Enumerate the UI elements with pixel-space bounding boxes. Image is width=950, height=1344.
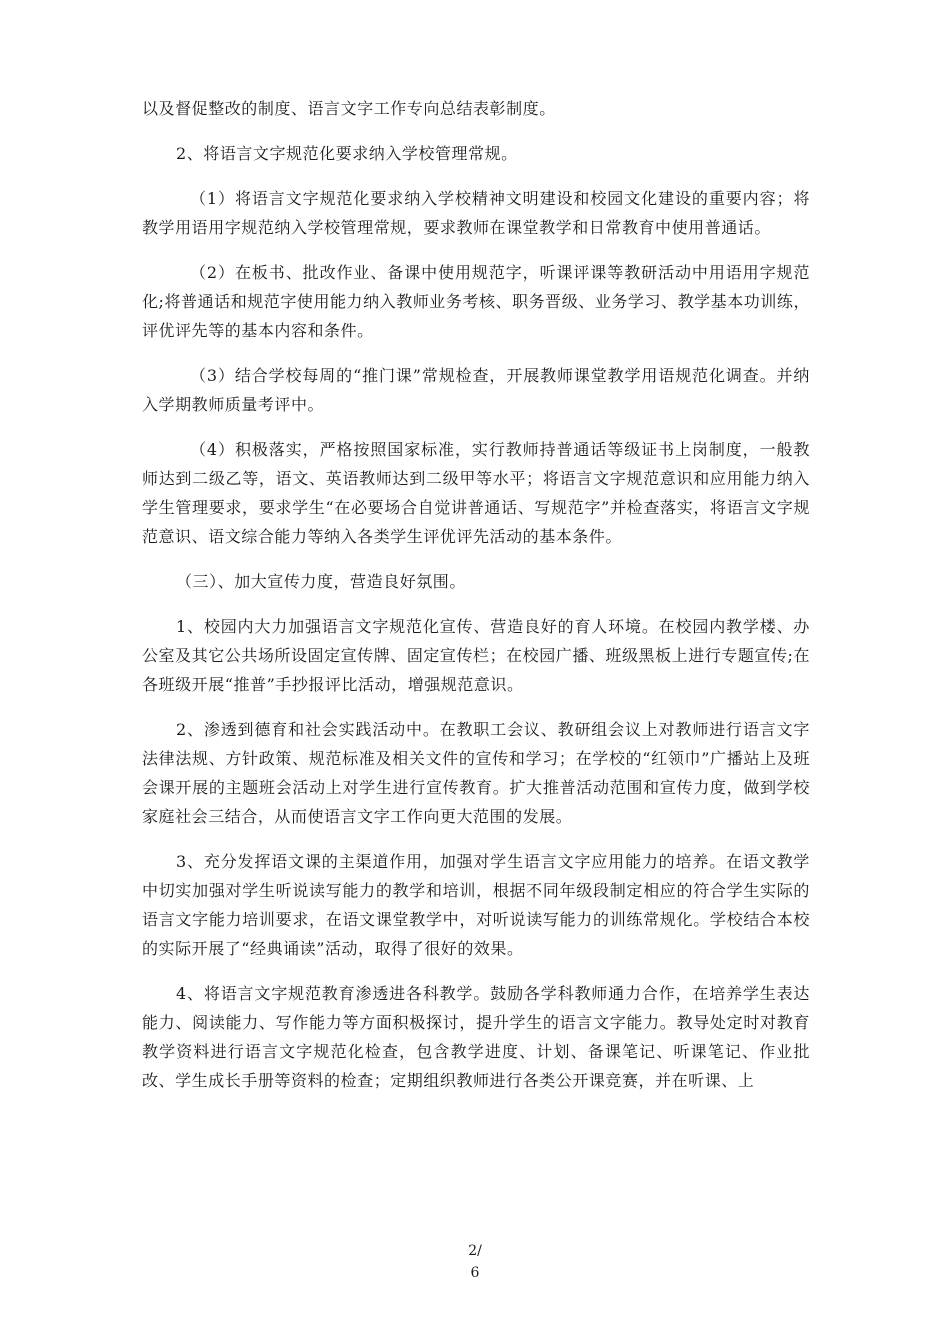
paragraph-section3-item-2: 2、渗透到德育和社会实践活动中。在教职工会议、教研组会议上对教师进行语言文字法律法规、方针政策、规范标准及相关文件的宣传和学习；在学校的“红领巾”广播站上及班会课开展的主题班会活动上对学生进行宣传教育。扩大推普活动范围和宣传力度，做到学校家庭社会三结合，从而使语言文字工作向更大范围的发展。 [142,720,810,826]
section-heading-3: （三）、加大宣传力度，营造良好氛围。 [176,572,466,591]
paragraph-section3-item-3: 3、充分发挥语文课的主渠道作用，加强对学生语言文字应用能力的培养。在语文教学中切实加强对学生听说读写能力的教学和培训，根据不同年级段制定相应的符合学生实际的语言文字能力培训要求，在语文课堂教学中，对听说读写能力的训练常规化。学校结合本校的实际开展了“经典诵读”活动，取得了很好的效果。 [142,852,810,958]
paragraph-subitem-4: （4）积极落实，严格按照国家标准，实行教师持普通话等级证书上岗制度，一般教师达到二级乙等，语文、英语教师达到二级甲等水平；将语言文字规范意识和应用能力纳入学生管理要求，要求学生“在必要场合自觉讲普通话、写规范字”并检查落实，将语言文字规范意识、语文综合能力等纳入各类学生评优评先活动的基本条件。 [142,440,810,546]
paragraph-item-2: 2、将语言文字规范化要求纳入学校管理常规。 [176,144,518,163]
paragraph-continuation: 以及督促整改的制度、语言文字工作专向总结表彰制度。 [142,99,556,118]
paragraph-subitem-3: （3）结合学校每周的“推门课”常规检查，开展教师课堂教学用语规范化调查。并纳入学期教师质量考评中。 [142,366,810,414]
page-number-line-2: 6 [470,1265,480,1281]
paragraph-section3-item-1: 1、校园内大力加强语言文字规范化宣传、营造良好的育人环境。在校园内教学楼、办公室及其它公共场所设固定宣传牌、固定宣传栏；在校园广播、班级黑板上进行专题宣传;在各班级开展“推普”手抄报评比活动，增强规范意识。 [142,617,810,694]
page-number-line-1: 2/ [468,1243,482,1259]
document-body [142,94,810,1111]
page-number [0,1240,950,1284]
paragraph-section3-item-4: 4、将语言文字规范教育渗透进各科教学。鼓励各学科教师通力合作，在培养学生表达能力、阅读能力、写作能力等方面积极探讨，提升学生的语言文字能力。教导处定时对教育教学资料进行语言文字规范化检查，包含教学进度、计划、备课笔记、听课笔记、作业批改、学生成长手册等资料的检查；定期组织教师进行各类公开课竞赛，并在听课、上 [142,984,810,1090]
paragraph-subitem-1: （1）将语言文字规范化要求纳入学校精神文明建设和校园文化建设的重要内容；将教学用语用字规范纳入学校管理常规，要求教师在课堂教学和日常教育中使用普通话。 [142,189,810,237]
paragraph-subitem-2: （2）在板书、批改作业、备课中使用规范字，听课评课等教研活动中用语用字规范化;将普通话和规范字使用能力纳入教师业务考核、职务晋级、业务学习、教学基本功训练，评优评先等的基本内容和条件。 [142,263,810,340]
